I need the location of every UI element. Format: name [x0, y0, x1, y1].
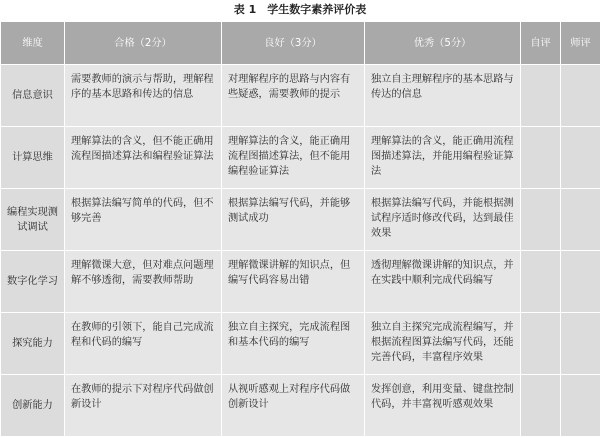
dimension-cell: 探究能力: [1, 313, 65, 375]
table-row: [1, 65, 600, 127]
header-row: [1, 22, 600, 65]
header-good: 良好（3分）: [222, 22, 365, 65]
teacher-score-cell: [561, 189, 600, 251]
table-row: [1, 375, 600, 437]
dimension-cell: 编程实现测试调试: [1, 189, 65, 251]
dimension-cell: 创新能力: [1, 375, 65, 437]
pass-cell: 需要教师的演示与帮助，理解程序的基本思路和传达的信息: [65, 65, 222, 127]
dimension-cell: 信息意识: [1, 65, 65, 127]
pass-cell: 理解微课大意，但对难点问题理解不够透彻，需要教师帮助: [65, 251, 222, 313]
excellent-cell: 独立自主理解程序的基本思路与传达的信息: [365, 65, 521, 127]
good-cell: 根据算法编写代码，并能够测试成功: [222, 189, 365, 251]
good-cell: 理解算法的含义，能正确用流程图描述算法，但不能用编程验证算法: [222, 127, 365, 189]
teacher-score-cell: [561, 127, 600, 189]
self-score-cell: [521, 127, 561, 189]
excellent-cell: 根据算法编写代码，并能根据测试程序适时修改代码，达到最佳效果: [365, 189, 521, 251]
pass-cell: 根据算法编写简单的代码，但不够完善: [65, 189, 222, 251]
excellent-cell: 理解算法的含义，能正确用流程图描述算法，并能用编程验证算法: [365, 127, 521, 189]
dimension-cell: 计算思维: [1, 127, 65, 189]
table-caption: 表 1 学生数字素养评价表: [0, 2, 600, 18]
good-cell: 从视听感观上对程序代码做创新设计: [222, 375, 365, 437]
self-score-cell: [521, 65, 561, 127]
teacher-score-cell: [561, 251, 600, 313]
table-row: [1, 189, 600, 251]
table-row: [1, 251, 600, 313]
good-cell: 理解微课讲解的知识点，但编写代码容易出错: [222, 251, 365, 313]
header-pass: 合格（2分）: [65, 22, 222, 65]
excellent-cell: 透彻理解微课讲解的知识点，并在实践中顺利完成代码编写: [365, 251, 521, 313]
good-cell: 对理解程序的思路与内容有些疑惑，需要教师的提示: [222, 65, 365, 127]
pass-cell: 理解算法的含义，但不能正确用流程图描述算法和编程验证算法: [65, 127, 222, 189]
pass-cell: 在教师的引领下，能自己完成流程和代码的编写: [65, 313, 222, 375]
pass-cell: 在教师的提示下对程序代码做创新设计: [65, 375, 222, 437]
dimension-cell: 数字化学习: [1, 251, 65, 313]
teacher-score-cell: [561, 65, 600, 127]
excellent-cell: 发挥创意，利用变量、键盘控制代码，并丰富视听感观效果: [365, 375, 521, 437]
excellent-cell: 独立自主探究完成流程编写，并根据流程图算法编写代码，还能完善代码，丰富程序效果: [365, 313, 521, 375]
header-self-evaluation: 自评: [521, 22, 561, 65]
teacher-score-cell: [561, 375, 600, 437]
self-score-cell: [521, 189, 561, 251]
evaluation-table: [0, 21, 600, 437]
teacher-score-cell: [561, 313, 600, 375]
table-row: [1, 127, 600, 189]
good-cell: 独立自主探究，完成流程图和基本代码的编写: [222, 313, 365, 375]
header-excellent: 优秀（5分）: [365, 22, 521, 65]
header-dimension: 维度: [1, 22, 65, 65]
self-score-cell: [521, 375, 561, 437]
self-score-cell: [521, 251, 561, 313]
table-row: [1, 313, 600, 375]
self-score-cell: [521, 313, 561, 375]
header-teacher-evaluation: 师评: [561, 22, 600, 65]
